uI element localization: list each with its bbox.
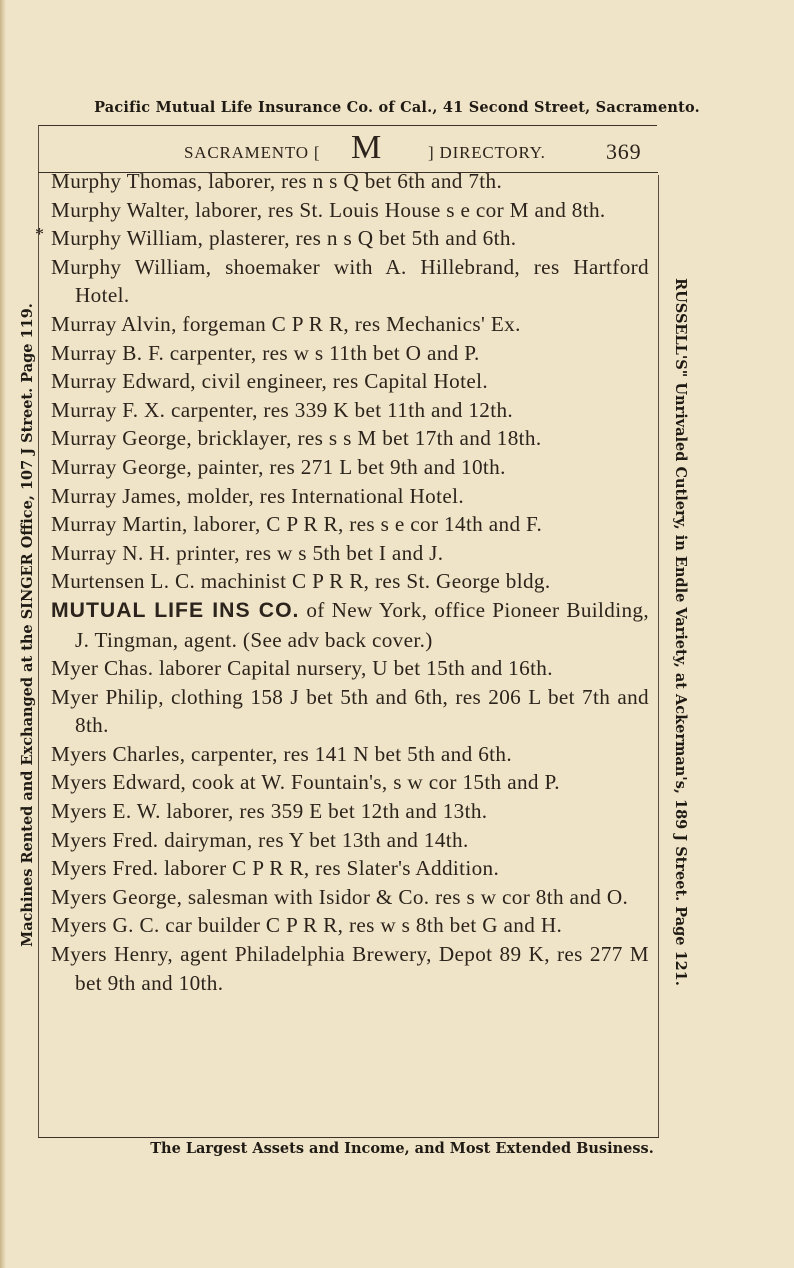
directory-entry: Myers Charles, carpenter, res 141 N bet 5th and 6th. xyxy=(51,741,512,766)
page-number: 369 xyxy=(606,139,642,164)
directory-entry: Murphy Thomas, laborer, res n s Q bet 6th and 7th. xyxy=(51,169,503,193)
directory-entry: Murray B. F. carpenter, res w s 11th bet O and P. xyxy=(51,340,480,365)
directory-entry-mutual-life xyxy=(49,596,649,654)
header-section-letter: M xyxy=(351,129,383,166)
company-name: MUTUAL LIFE INS CO. xyxy=(51,598,300,622)
directory-entry: Murray Martin, laborer, C P R R, res s e cor 14th and F. xyxy=(51,512,543,537)
frame-bottom-rule xyxy=(38,1137,659,1138)
directory-entry: Murray F. X. carpenter, res 339 K bet 11th and 12th. xyxy=(51,397,514,422)
directory-entry: Myer Philip, clothing 158 J bet 5th and 6th, res 206 L bet 7th and 8th. xyxy=(51,684,649,738)
directory-entry: Myers Fred. laborer C P R R, res Slater's Addition. xyxy=(51,856,500,881)
frame-top-rule xyxy=(38,125,657,126)
page-header xyxy=(38,131,658,171)
company-detail-cont: Pioneer Building, J. Tingman, agent. (See adv back cover.) xyxy=(75,597,649,652)
header-title: ] DIRECTORY. xyxy=(428,143,546,162)
marked-entry xyxy=(35,224,649,253)
directory-entry: Myers George, salesman with Isidor & Co. res s w cor 8th and O. xyxy=(51,884,629,909)
directory-entry: Murray James, molder, res International Hotel. xyxy=(51,483,464,508)
left-margin-advertisement: Machines Rented and Exchanged at the SINGER Office, 107 J Street. Page 119. xyxy=(19,303,36,947)
directory-entry: Murphy William, plasterer, res n s Q bet 5th and 6th. xyxy=(51,226,517,251)
bottom-advertisement: The Largest Assets and Income, and Most Extended Business. xyxy=(150,1140,654,1157)
directory-entry: Myers Edward, cook at W. Fountain's, s w cor 15th and P. xyxy=(51,770,560,795)
directory-entry: Myer Chas. laborer Capital nursery, U bet 15th and 16th. xyxy=(51,656,553,681)
asterisk-marker: * xyxy=(35,224,44,245)
directory-entry: Murphy William, shoemaker with A. Hillebrand, res Hartford Hotel. xyxy=(51,254,649,308)
header-city: SACRAMENTO [ xyxy=(184,143,321,162)
directory-entry: Myers Henry, agent Philadelphia Brewery, Depot 89 K, res 277 M bet 9th and 10th. xyxy=(51,942,649,995)
page-edge-stain xyxy=(0,0,6,1268)
frame-right-rule xyxy=(658,175,659,1137)
directory-entry: Murray George, bricklayer, res s s M bet 17th and 18th. xyxy=(51,426,542,451)
directory-entry: Myers G. C. car builder C P R R, res w s 8th bet G and H. xyxy=(51,913,563,938)
directory-entry: Murray George, painter, res 271 L bet 9th and 10th. xyxy=(51,454,506,479)
directory-entry: Murphy Walter, laborer, res St. Louis House s e cor M and 8th. xyxy=(51,197,606,222)
directory-entry: Murray Alvin, forgeman C P R R, res Mechanics' Ex. xyxy=(51,311,521,336)
company-detail: of New York, office xyxy=(299,597,493,622)
top-advertisement: Pacific Mutual Life Insurance Co. of Cal., 41 Second Street, Sacramento. xyxy=(94,99,700,116)
right-margin-advertisement: RUSSELL'S" Unrivaled Cutlery, in Endle Variety, at Ackerman's, 189 J Street. Page 121. xyxy=(672,278,689,986)
directory-entries xyxy=(35,167,649,997)
frame-left-rule xyxy=(38,125,39,1137)
directory-entry: Myers Fred. dairyman, res Y bet 13th and 14th. xyxy=(51,827,469,852)
directory-entry: Myers E. W. laborer, res 359 E bet 12th and 13th. xyxy=(51,799,488,824)
directory-entry: Murtensen L. C. machinist C P R R, res St. George bldg. xyxy=(51,569,551,594)
directory-entry: Murray N. H. printer, res w s 5th bet I and J. xyxy=(51,540,444,565)
directory-entry: Murray Edward, civil engineer, res Capital Hotel. xyxy=(51,369,488,394)
